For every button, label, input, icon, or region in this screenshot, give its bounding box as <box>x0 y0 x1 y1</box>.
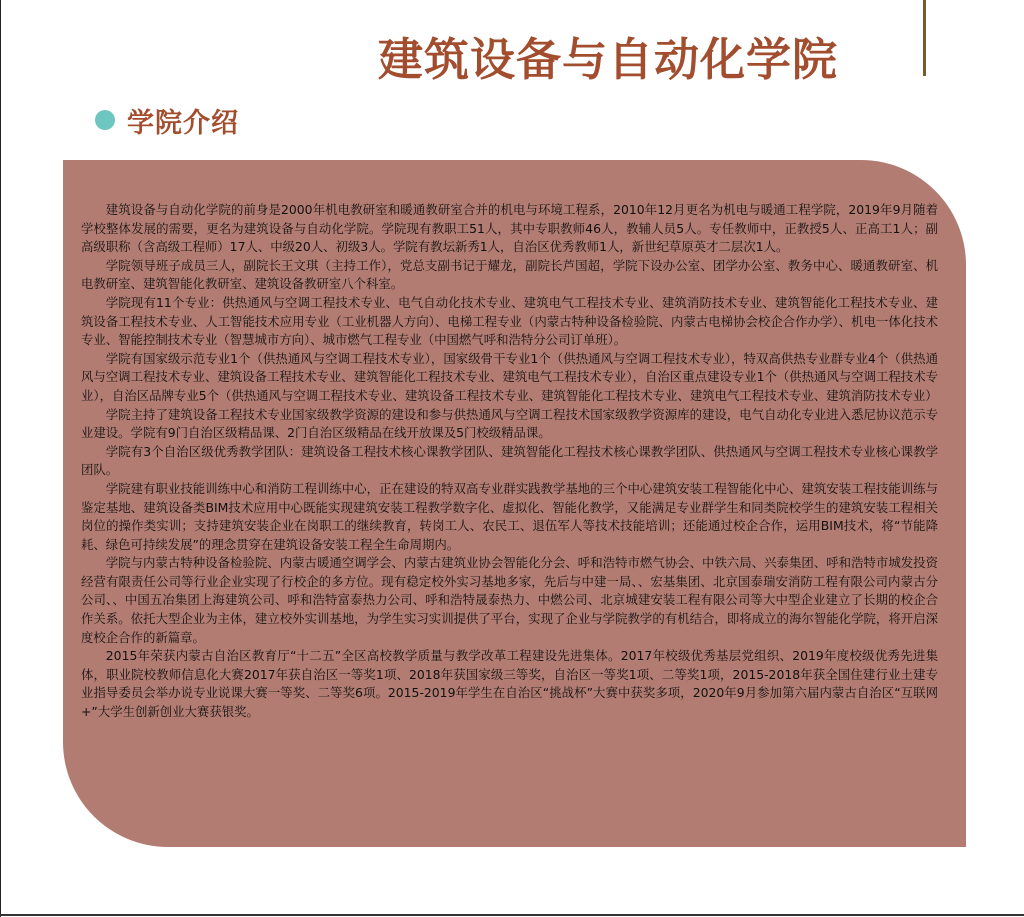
paragraph-awards: 2015年荣获内蒙古自治区教育厅“十二五”全区高校教学质量与教学改革工程建设先进集体。2017年校级优秀基层党组织、2019年度校级优秀先进集体，职业院校教师信息化大赛2017年获自治区一等奖1项、2018年获国家级三等奖，自治区一等奖1项、二等奖1项，2015-2018年获全国住建行业土建专业指导委员会举办说专业说课大赛一等奖、二等奖6项。2015-2019年学生在自治区“挑战杯”大赛中获奖多项，2020年9月参加第六届内蒙古自治区“互联网+”大学生创新创业大赛获银奖。 <box>81 648 938 720</box>
paragraph-key-majors: 学院有国家级示范专业1个（供热通风与空调工程技术专业），国家级骨干专业1个（供热通风与空调工程技术专业），特双高供热专业群专业4个（供热通风与空调工程技术专业、建筑设备工程技术专业、建筑智能化工程技术专业、建筑电气工程技术专业），自治区重点建设专业1个（供热通风与空调工程技术专业），自治区品牌专业5个（供热通风与空调工程技术专业、建筑设备工程技术专业、建筑智能化工程技术专业、建筑电气工程技术专业、建筑消防技术专业） <box>81 350 938 403</box>
page-border-bottom <box>0 914 1024 916</box>
paragraph-history: 建筑设备与自动化学院的前身是2000年机电教研室和暖通教研室合并的机电与环境工程系，2010年12月更名为机电与暖通工程学院，2019年9月随着学校整体发展的需要，更名为建筑设备与自动化学院。学院现有教职工51人，其中专职教师46人，教辅人员5人。专任教师中，正教授5人、正高工1人；副高级职称（含高级工程师）17人、中级20人、初级3人。学院有教坛新秀1人，自治区优秀教师1人，新世纪草原英才二层次1人。 <box>81 202 938 255</box>
page-title: 建筑设备与自动化学院 <box>378 33 839 86</box>
paragraph-majors: 学院现有11个专业：供热通风与空调工程技术专业、电气自动化技术专业、建筑电气工程技术专业、建筑消防技术专业、建筑智能化工程技术专业、建筑设备工程技术专业、人工智能技术应用专业（工业机器人方向）、电梯工程专业（内蒙古特种设备检验院、内蒙古电梯协会校企合作办学）、机电一体化技术专业、智能控制技术专业（智慧城市方向）、城市燃气工程专业（中国燃气呼和浩特分公司订单班）。 <box>81 294 938 348</box>
section-heading <box>95 100 239 140</box>
paragraph-leadership: 学院领导班子成员三人，副院长王文琪（主持工作），党总支副书记于耀龙，副院长芦国超，学院下设办公室、团学办公室、教务中心、暖通教研室、机电教研室、建筑智能化教研室、建筑设备教研室八个科室。 <box>81 257 938 292</box>
paragraph-teams: 学院有3个自治区级优秀教学团队：建筑设备工程技术核心课教学团队、建筑智能化工程技术核心课教学团队、供热通风与空调工程技术专业核心课教学团队。 <box>81 443 938 478</box>
intro-panel <box>63 160 966 847</box>
bullet-dot-icon <box>95 110 115 130</box>
page-border-left <box>0 0 1 917</box>
paragraph-training-centers: 学院建有职业技能训练中心和消防工程训练中心，正在建设的特双高专业群实践教学基地的三个中心建筑安装工程智能化中心、建筑安装工程技能训练与鉴定基地、建筑设备类BIM技术应用中心既能实现建筑安装工程教学数字化、虚拟化、智能化教学，又能满足专业群学生和同类院校学生的建筑安装工程相关岗位的操作类实训；支持建筑安装企业在岗职工的继续教育，转岗工人、农民工、退伍军人等技术技能培训；还能通过校企合作，运用BIM技术，将“节能降耗、绿色可持续发展”的理念贯穿在建筑设备安装工程全生命周期内。 <box>81 480 938 552</box>
paragraph-partnerships: 学院与内蒙古特种设备检验院、内蒙古暖通空调学会、内蒙古建筑业协会智能化分会、呼和浩特市燃气协会、中铁六局、兴泰集团、呼和浩特市城发投资经营有限责任公司等行业企业实现了行校企的多方位。现有稳定校外实习基地多家，先后与中建一局、、宏基集团、北京国泰瑞安消防工程有限公司内蒙古分公司、、中国五冶集团上海建筑公司、呼和浩特富泰热力公司、呼和浩特晟泰热力、中燃公司、北京城建安装工程有限公司等大中型企业建立了长期的校企合作关系。依托大型企业为主体，建立校外实训基地，为学生实习实训提供了平台，实现了企业与学院教学的有机结合，即将成立的海尔智能化学院，将开启深度校企合作的新篇章。 <box>81 555 938 645</box>
section-title: 学院介绍 <box>127 107 239 139</box>
paragraph-resources: 学院主持了建筑设备工程技术专业国家级教学资源的建设和参与供热通风与空调工程技术国家级教学资源库的建设，电气自动化专业进入悉尼协议范示专业建设。学院有9门自治区级精品课、2门自治区级精品在线开放课及5门校级精品课。 <box>81 406 938 441</box>
header-rule <box>923 0 926 76</box>
